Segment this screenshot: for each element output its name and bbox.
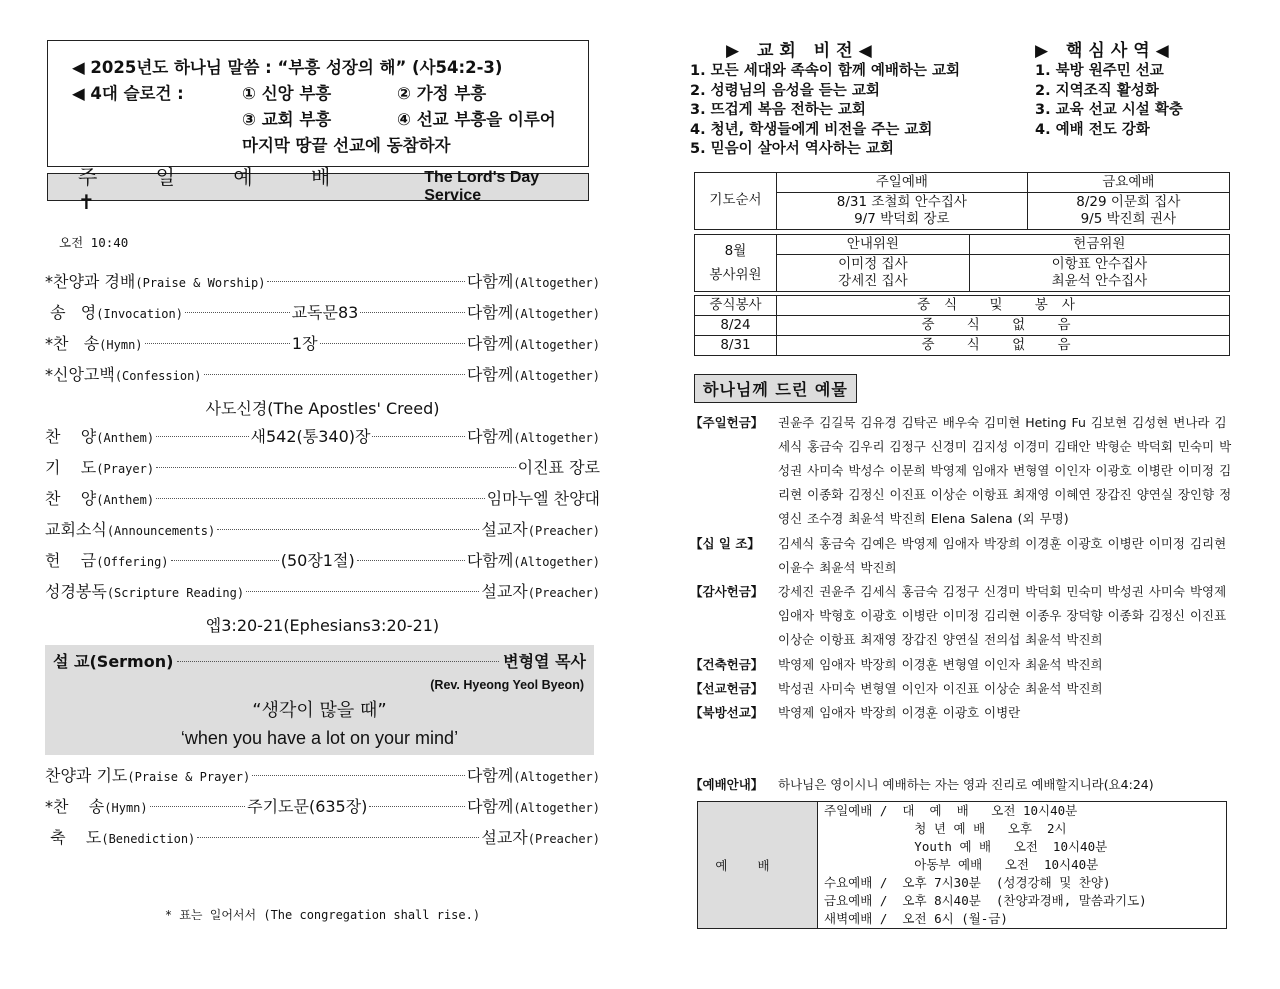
sermon-preacher-en: (Rev. Hyeong Yeol Byeon) — [430, 678, 584, 692]
worship-info-label: 【예배안내】 — [690, 777, 764, 793]
offering-2: 최윤석 안수집사 — [1051, 272, 1148, 289]
order-item-label — [45, 269, 265, 292]
volunteers-label — [695, 234, 777, 291]
order-item-title: 성경봉독 — [45, 582, 107, 601]
order-item-leader-ko: 다함께 — [466, 272, 514, 291]
order-item-title-en: (Praise & Worship) — [135, 276, 266, 290]
sermon-label: 설 교(Sermon) — [53, 652, 174, 671]
offering-row — [690, 653, 1235, 677]
left-page — [45, 40, 600, 923]
leader-dots — [267, 281, 465, 282]
leader-dots — [204, 374, 465, 375]
order-item-title: 기 도 — [45, 458, 97, 477]
order-item-title: 교회소식 — [45, 520, 107, 539]
offerings-title: 하나님께 드린 예물 — [694, 374, 857, 403]
order-item — [45, 548, 600, 579]
order-item-label — [45, 825, 195, 848]
order-item-leader — [467, 424, 600, 447]
order-of-service-part-2 — [45, 424, 600, 610]
worship-time-line: 새벽예배 / 오전 6시 (월-금) — [824, 911, 1008, 927]
order-item-title: *찬 송 — [45, 334, 100, 353]
worship-time-line: 수요예배 / 오후 7시30분 (성경강해 및 찬양) — [824, 875, 1111, 891]
vision-section — [690, 36, 1235, 160]
core-item: 2. 지역조직 활성화 — [1035, 82, 1159, 99]
order-item-title-en: (Confession) — [114, 369, 202, 383]
order-item-leader-en: (Preacher) — [527, 586, 600, 600]
order-item-title-en: (Anthem) — [96, 431, 155, 445]
usher-col: 안내위원 — [777, 234, 970, 254]
order-item-title: 찬 양 — [45, 427, 97, 446]
order-item-leader-en: (Altogether) — [513, 555, 600, 569]
order-item-leader-en: (Altogether) — [513, 770, 600, 784]
order-item-leader-ko: 다함께 — [466, 303, 514, 322]
offering-category: 【주일헌금】 — [690, 414, 764, 430]
order-of-service-part-1 — [45, 269, 600, 393]
service-time: 오전 10:40 — [59, 235, 129, 250]
slogan-row-1 — [72, 81, 574, 107]
order-item — [45, 269, 600, 300]
prayer-friday-1: 8/29 이문희 집사 — [1076, 193, 1181, 210]
creed-line: 사도신경(The Apostles' Creed) — [205, 399, 440, 418]
worship-time-line: 청 년 예 배 오후 2시 — [824, 821, 1067, 837]
volunteers-label-text: 봉사위원 — [709, 266, 762, 283]
order-item-leader-ko: 다함께 — [466, 797, 514, 816]
right-page — [690, 36, 1235, 929]
order-item-label — [45, 763, 250, 786]
lunch-label: 중식봉사 — [695, 295, 777, 315]
vision-item: 2. 성령님의 음성을 듣는 교회 — [690, 82, 880, 99]
offering-row — [690, 677, 1235, 701]
volunteers-label-month: 8월 — [724, 242, 747, 259]
order-item — [45, 579, 600, 610]
offering-row — [690, 532, 1235, 580]
lunch-date: 8/24 — [695, 315, 777, 335]
service-header-en: The Lord's Day Service — [424, 169, 540, 204]
prayer-friday-2: 9/5 박진희 권사 — [1080, 210, 1177, 227]
order-item-leader-ko: 다함께 — [466, 551, 514, 570]
order-item-leader-ko: 이진표 장로 — [517, 458, 600, 477]
slogan-5: 마지막 땅끝 선교에 동참하자 — [242, 136, 451, 155]
order-item-leader — [518, 455, 600, 478]
sermon-row — [53, 649, 586, 672]
order-item-title: 송 영 — [45, 303, 97, 322]
service-header-ko: 주 일 예 배 ✝ — [78, 164, 357, 214]
offering-names: 박성권 사미숙 변형열 이인자 이진표 이상순 최윤석 박진희 — [778, 680, 1103, 696]
order-item-title-en: (Announcements) — [106, 524, 216, 538]
leader-dots — [156, 436, 248, 437]
order-item-leader-ko: 설교자 — [481, 582, 528, 601]
offering-names: 박영제 임애자 박장희 이경훈 이광호 이병란 — [778, 704, 1021, 720]
order-item — [45, 517, 600, 548]
order-item-leader-ko: 임마누엘 찬양대 — [486, 489, 600, 508]
vision-item: 1. 모든 세대와 족속이 함께 예배하는 교회 — [690, 63, 960, 79]
standing-note: * 표는 일어서서 (The congregation shall rise.) — [164, 908, 481, 922]
order-item-leader — [481, 579, 600, 602]
leader-dots — [197, 837, 479, 838]
order-item-leader — [481, 517, 600, 540]
order-item-title: 헌 금 — [45, 551, 97, 570]
church-vision — [690, 36, 1035, 160]
slogan-3: ③ 교회 부흥 — [242, 110, 332, 129]
order-item-leader-en: (Preacher) — [527, 524, 600, 538]
order-item-leader-en: (Altogether) — [513, 276, 600, 290]
order-item — [45, 331, 600, 362]
order-item-leader — [467, 794, 600, 817]
order-item-leader — [467, 548, 600, 571]
leader-dots — [369, 806, 465, 807]
order-item-leader — [467, 269, 600, 292]
leader-dots — [372, 436, 464, 437]
worship-time-line: 주일예배 / 대 예 배 오전 10시40분 — [824, 803, 1078, 819]
worship-times-label: 예배 — [698, 802, 818, 929]
worship-times-cell — [818, 802, 1227, 929]
prayer-col-sunday: 주일예배 — [777, 172, 1028, 192]
order-of-service-part-3 — [45, 763, 600, 856]
core-list — [1035, 62, 1235, 140]
lunch-value: 중 식 없 음 — [777, 335, 1230, 355]
offerings-list — [690, 411, 1235, 726]
offering-category: 【북방선교】 — [690, 704, 764, 720]
prayer-sunday-2: 9/7 박덕회 장로 — [854, 210, 950, 227]
order-item-label — [45, 794, 148, 817]
worship-times-table — [697, 801, 1227, 929]
order-item-title-en: (Scripture Reading) — [106, 586, 245, 600]
order-item-title-en: (Praise & Prayer) — [127, 770, 251, 784]
sermon-preacher: 변형열 목사 — [503, 652, 586, 671]
order-item-label — [45, 331, 143, 354]
offering-names: 박영제 임애자 박장희 이경훈 변형열 이인자 최윤석 박진희 — [778, 656, 1103, 672]
offering-category: 【건축헌금】 — [690, 656, 764, 672]
order-item-leader-ko: 설교자 — [481, 828, 528, 847]
order-item-label — [45, 517, 215, 540]
order-item-title-en: (Prayer) — [96, 462, 155, 476]
order-item-leader-en: (Altogether) — [513, 338, 600, 352]
slogan-2: ② 가정 부흥 — [397, 84, 487, 103]
worship-time-line: 아동부 예배 오전 10시40분 — [824, 857, 1099, 873]
vision-item: 4. 청년, 학생들에게 비전을 주는 교회 — [690, 121, 933, 138]
order-item-detail: 주기도문(635장) — [247, 797, 368, 816]
order-item-leader-en: (Altogether) — [513, 431, 601, 445]
order-item-leader — [467, 362, 600, 385]
offering-names: 강세진 권윤주 김세식 홍금숙 김정구 신경미 박덕회 민숙미 박성권 사미숙 박영제 임애자 박형호 이광호 이병란 이미정 김리현 이종우 장덕향 이종화 김정신 이진표 이상순 이항표 최재영 장갑진 양연실 전의섭 최윤석 박진희 — [778, 583, 1227, 648]
leader-dots — [156, 467, 516, 468]
slogan-row-3 — [72, 133, 574, 159]
lunch-col: 중식 및 봉사 — [777, 295, 1230, 315]
sermon-title: “생각이 많을 때” — [252, 700, 387, 721]
core-item: 4. 예배 전도 강화 — [1035, 121, 1150, 138]
slogan-1: ① 신앙 부흥 — [242, 84, 332, 103]
order-item-title-en: (Hymn) — [99, 338, 143, 352]
order-item-label — [45, 579, 244, 602]
order-item-label — [45, 424, 154, 447]
order-item-title-en: (Anthem) — [96, 493, 155, 507]
order-item-label — [45, 362, 202, 385]
order-item-leader-en: (Altogether) — [513, 369, 600, 383]
order-item — [45, 763, 600, 794]
prayer-col-friday: 금요예배 — [1027, 172, 1229, 192]
scripture-line: 엡3:20-21(Ephesians3:20-21) — [205, 616, 440, 635]
order-item-label — [45, 486, 154, 509]
order-item-leader — [467, 763, 600, 786]
order-item-leader-ko: 다함께 — [466, 365, 514, 384]
offering-names: 김세식 홍금숙 김예은 박영제 임애자 박장희 이경훈 이광호 이병란 이미정 김리현 이윤수 최윤석 박진희 — [778, 535, 1227, 575]
order-item-leader-ko: 다함께 — [466, 427, 514, 446]
core-item: 1. 북방 원주민 선교 — [1035, 63, 1164, 79]
offering-category: 【선교헌금】 — [690, 680, 764, 696]
leader-dots — [185, 312, 290, 313]
sermon-title-en: ‘when you have a lot on your mind’ — [180, 728, 459, 748]
leader-dots — [357, 560, 465, 561]
lunch-date: 8/31 — [695, 335, 777, 355]
order-item-detail: 교독문83 — [291, 303, 359, 322]
offering-category: 【십 일 조】 — [690, 535, 760, 551]
core-ministry — [1035, 36, 1235, 160]
order-item-title: 축 도 — [45, 828, 102, 847]
leader-dots — [252, 775, 465, 776]
worship-time-line: Youth 예 배 오전 10시40분 — [824, 839, 1108, 855]
sermon-box — [45, 645, 594, 755]
offering-category: 【감사헌금】 — [690, 583, 764, 599]
order-item-title: 찬 양 — [45, 489, 97, 508]
order-item-title-en: (Invocation) — [96, 307, 183, 321]
order-item — [45, 794, 600, 825]
order-item-leader-ko: 다함께 — [466, 334, 514, 353]
lunch-value: 중 식 없 음 — [777, 315, 1230, 335]
motto-box — [47, 40, 589, 167]
leader-dots — [177, 661, 499, 662]
leader-dots — [171, 560, 279, 561]
offering-col: 헌금위원 — [969, 234, 1229, 254]
order-item-leader — [467, 300, 600, 323]
order-item-detail: 새542(통340)장 — [250, 427, 371, 446]
worship-info — [690, 775, 1235, 793]
order-item-title-en: (Benediction) — [101, 832, 196, 846]
vision-item: 3. 뜨겁게 복음 전하는 교회 — [690, 102, 866, 118]
offering-names: 권윤주 김길묵 김유경 김탁곤 배우숙 김미현 Heting Fu 김보현 김성현 변나라 김세식 홍금숙 김우리 김정구 신경미 김지성 이경미 김태안 박형순 박덕회 민숙미 박성권 사미숙 박성수 이문희 박영제 임애자 변형열 이인자 이광호 이병란 이미정 김리현 이종화 김정신 이진표 이상순 이항표 최재영 이혜연 장갑진 양연실 장인향 정영신 조수경 최윤석 박진희 Elena Salena (외 무명) — [778, 414, 1232, 527]
order-item-title-en: (Offering) — [96, 555, 169, 569]
service-volunteers-table — [694, 234, 1230, 292]
order-item-title: *찬양과 경배 — [45, 272, 136, 291]
order-item-leader-en: (Altogether) — [513, 307, 600, 321]
prayer-schedule-table — [694, 172, 1230, 230]
order-item-leader-en: (Altogether) — [513, 801, 601, 815]
order-item-title: *신앙고백 — [45, 365, 115, 384]
offering-1: 이항표 안수집사 — [1051, 255, 1148, 272]
prayer-sunday-cell — [777, 192, 1028, 229]
service-header — [47, 164, 589, 214]
order-item-leader — [481, 825, 600, 848]
order-item — [45, 362, 600, 393]
slogan-row-2 — [72, 107, 574, 133]
usher-1: 이미정 집사 — [838, 255, 908, 272]
leader-dots — [217, 529, 479, 530]
leader-dots — [246, 591, 479, 592]
order-item-detail: (50장1절) — [280, 551, 355, 570]
order-item-label — [45, 548, 169, 571]
order-item-label — [45, 300, 183, 323]
vision-list — [690, 62, 1035, 160]
order-item — [45, 300, 600, 331]
prayer-sunday-1: 8/31 조철희 안수집사 — [836, 193, 967, 210]
offering-row — [690, 701, 1235, 725]
usher-2: 강세진 집사 — [838, 272, 908, 289]
leader-dots — [150, 806, 246, 807]
leader-dots — [156, 498, 485, 499]
offering-row — [690, 580, 1235, 653]
offering-cell — [969, 254, 1229, 291]
leader-dots — [320, 343, 465, 344]
order-item-leader-ko: 설교자 — [481, 520, 528, 539]
core-title: ▶ 핵심사역◀ — [1035, 41, 1175, 61]
order-item-leader-en: (Preacher) — [527, 832, 600, 846]
annual-verse: ◀ 2025년도 하나님 말씀 : “부흥 성장의 해” (사54:2-3) — [72, 58, 503, 77]
worship-time-line: 금요예배 / 오후 8시40분 (찬양과경배, 말씀과기도) — [824, 893, 1147, 909]
worship-info-verse: 하나님은 영이시니 예배하는 자는 영과 진리로 예배할지니라(요4:24) — [778, 777, 1154, 793]
prayer-label: 기도순서 — [695, 172, 777, 229]
leader-dots — [145, 343, 290, 344]
order-item-leader — [467, 331, 600, 354]
order-item-title: *찬 송 — [45, 797, 105, 816]
slogan-label: ◀ 4대 슬로건 : — [72, 84, 184, 103]
order-item — [45, 825, 600, 856]
order-item — [45, 486, 600, 517]
order-item-detail: 1장 — [291, 334, 318, 353]
lunch-service-table — [694, 295, 1230, 356]
usher-cell — [777, 254, 970, 291]
core-item: 3. 교육 선교 시설 확충 — [1035, 102, 1183, 118]
leader-dots — [360, 312, 465, 313]
order-item-title: 찬양과 기도 — [45, 766, 128, 785]
vision-title: ▶ 교회 비전◀ — [726, 41, 878, 61]
offering-row — [690, 411, 1235, 532]
order-item-leader — [487, 486, 600, 509]
order-item-leader-ko: 다함께 — [466, 766, 514, 785]
vision-item: 5. 믿음이 살아서 역사하는 교회 — [690, 141, 894, 157]
order-item-title-en: (Hymn) — [104, 801, 148, 815]
slogan-4: ④ 선교 부흥을 이루어 — [397, 110, 556, 129]
order-item — [45, 424, 600, 455]
order-item-label — [45, 455, 154, 478]
prayer-friday-cell — [1027, 192, 1229, 229]
order-item — [45, 455, 600, 486]
